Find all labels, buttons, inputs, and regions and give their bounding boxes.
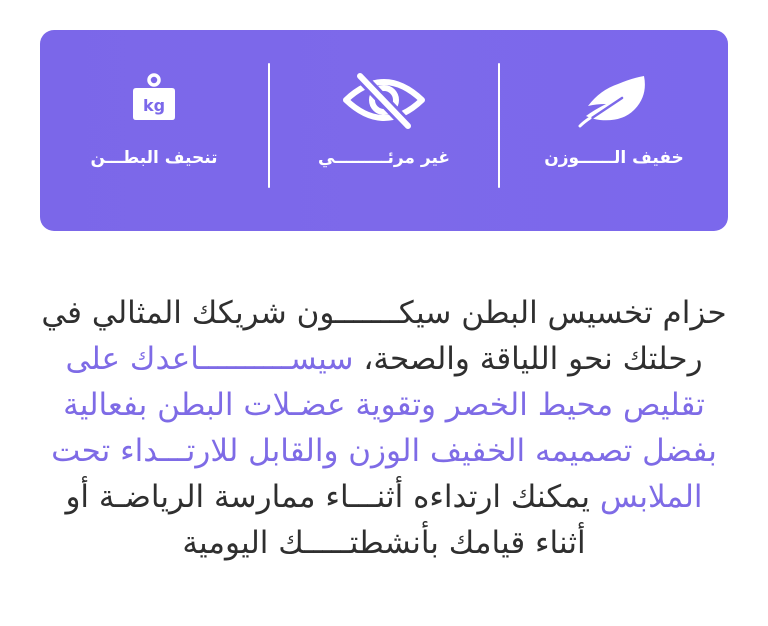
product-description xyxy=(36,290,732,566)
description-highlight: سيســــــــــاعدك على تقليص محيط الخصر وتقوية عضـلات البطن بفعالية بفضل تصميمه الخفيف الوزن والقابل للارتـــداء تحت الملابس xyxy=(51,341,717,515)
eye-slash-icon xyxy=(342,70,426,130)
feature-label-invisible: غير مرئـــــــــي xyxy=(317,148,451,168)
description-part-1: حزام تخسيس البطن سيكـــــــون شريكك المثالي في رحلتك نحو اللياقة والصحة، xyxy=(41,295,727,377)
feature-label-lightweight: خفيف الــــــوزن xyxy=(544,148,684,168)
feature-waist-slimming xyxy=(40,30,268,231)
feature-lightweight xyxy=(500,30,728,231)
feature-invisible xyxy=(270,30,498,231)
description-part-3: يمكنك ارتداءه أثنـــاء ممارسة الرياضـة أو أثناء قيامك بأنشطتـــــك اليومية xyxy=(65,479,600,561)
features-card xyxy=(40,30,728,231)
feather-icon xyxy=(578,74,650,130)
feature-label-waist-slimming: تنحيف البطـــن xyxy=(90,148,218,168)
kg-weight-icon xyxy=(129,72,179,122)
kg-icon-text: kg xyxy=(142,96,166,115)
